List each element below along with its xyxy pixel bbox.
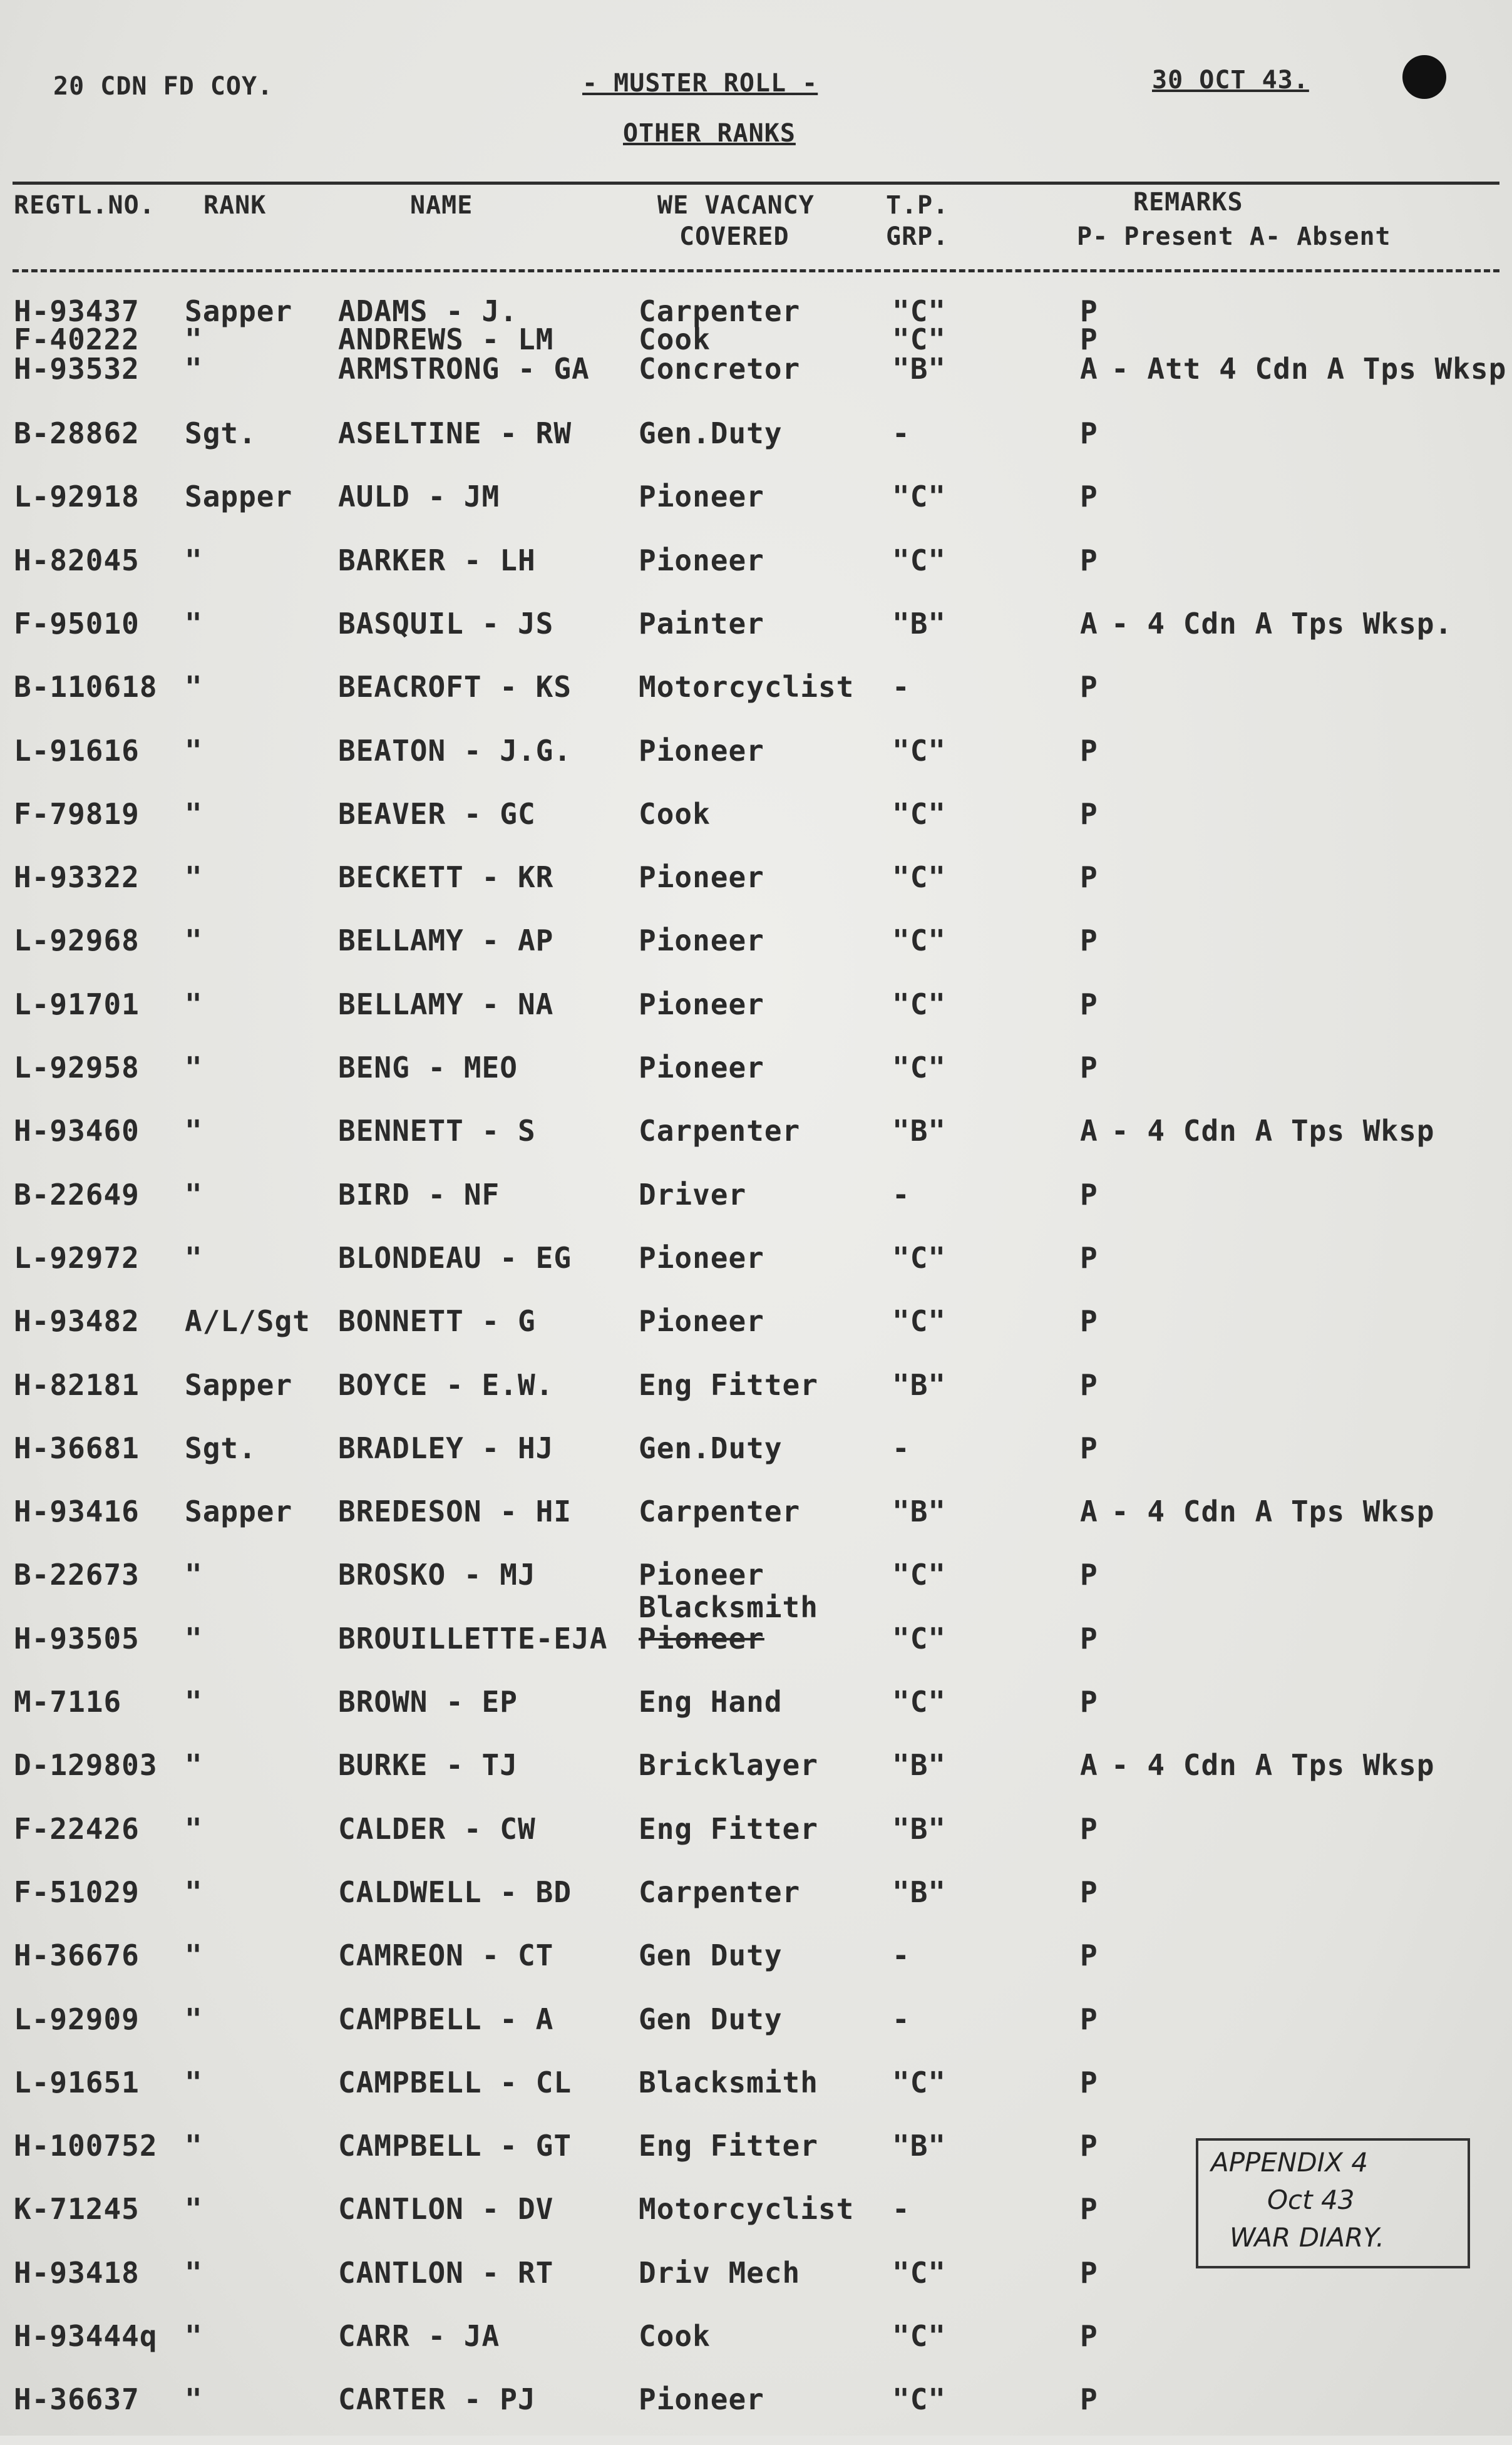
row-we-vacancy: Concretor [639, 352, 801, 386]
table-row [0, 2002, 1512, 2065]
row-tp-grp: - [892, 1431, 910, 1465]
row-rank: " [185, 2065, 203, 2099]
row-we-vacancy: Cook [639, 796, 711, 831]
row-name: BROSKO - MJ [338, 1558, 536, 1592]
row-we-vacancy: Carpenter [639, 1114, 801, 1148]
row-we-vacancy: Pioneer [639, 987, 764, 1021]
row-status: P [1080, 543, 1098, 577]
row-tp-grp: "B" [892, 1811, 947, 1846]
row-status: P [1080, 733, 1098, 768]
row-we-vacancy: Cook [639, 2319, 711, 2353]
row-tp-grp: "C" [892, 924, 947, 958]
row-name: BEATON - J.G. [338, 733, 572, 768]
row-regt-no: B-22649 [14, 1177, 140, 1212]
document-subtitle: OTHER RANKS [623, 119, 796, 148]
row-rank: " [185, 2255, 203, 2290]
row-we-vacancy: Gen Duty [639, 1938, 783, 1973]
row-tp-grp: - [892, 416, 910, 450]
row-remarks: - 4 Cdn A Tps Wksp [1111, 1748, 1435, 1783]
table-row [0, 797, 1512, 860]
row-rank: " [185, 1938, 203, 1973]
row-tp-grp: "C" [892, 1240, 947, 1275]
row-name: BLONDEAU - EG [338, 1240, 572, 1275]
row-status: P [1080, 2319, 1098, 2353]
table-row [0, 1590, 1512, 1684]
row-regt-no: L-92918 [14, 480, 140, 514]
row-name: CALDWELL - BD [338, 1875, 572, 1909]
row-regt-no: H-93416 [14, 1495, 140, 1529]
row-regt-no: H-36681 [14, 1431, 140, 1465]
row-we-vacancy: Pioneer [639, 1621, 764, 1655]
row-rank: " [185, 1811, 203, 1846]
row-we-vacancy: Pioneer [639, 924, 764, 958]
table-row [0, 2382, 1512, 2445]
row-tp-grp: "C" [892, 860, 947, 895]
row-tp-grp: "C" [892, 2255, 947, 2290]
row-tp-grp: "C" [892, 987, 947, 1021]
row-regt-no: L-92968 [14, 924, 140, 958]
row-name: BONNETT - G [338, 1304, 536, 1339]
row-name: CANTLON - RT [338, 2255, 554, 2290]
row-regt-no: D-129803 [14, 1748, 158, 1783]
row-status: P [1080, 860, 1098, 895]
table-row [0, 543, 1512, 606]
row-name: BURKE - TJ [338, 1748, 518, 1783]
row-we-vacancy: Blacksmith [639, 2065, 818, 2099]
row-rank: " [185, 2382, 203, 2417]
row-we-vacancy: Pioneer [639, 1558, 764, 1592]
row-status: P [1080, 796, 1098, 831]
row-rank: " [185, 1875, 203, 1909]
row-we-vacancy: Carpenter [639, 1495, 801, 1529]
row-status: A [1080, 1114, 1098, 1148]
row-we-vacancy: Gen.Duty [639, 416, 783, 450]
row-tp-grp: "C" [892, 1558, 947, 1592]
table-row [0, 480, 1512, 542]
row-rank: " [185, 2002, 203, 2036]
row-tp-grp: "B" [892, 1748, 947, 1783]
row-regt-no: K-71245 [14, 2192, 140, 2226]
row-status: P [1080, 294, 1098, 328]
row-rank: A/L/Sgt [185, 1304, 311, 1339]
row-remarks: - 4 Cdn A Tps Wksp. [1111, 606, 1453, 641]
row-tp-grp: "C" [892, 2382, 947, 2417]
row-regt-no: B-110618 [14, 670, 158, 704]
table-row [0, 607, 1512, 669]
row-regt-no: H-93322 [14, 860, 140, 895]
row-rank: " [185, 2129, 203, 2163]
row-status: A [1080, 1748, 1098, 1783]
row-status: P [1080, 480, 1098, 514]
row-rank: Sgt. [185, 1431, 257, 1465]
stamp-line-3: WAR DIARY. [1230, 2222, 1384, 2253]
row-status: A [1080, 352, 1098, 386]
row-rank: Sapper [185, 480, 293, 514]
row-name: BROWN - EP [338, 1685, 518, 1719]
table-row [0, 1368, 1512, 1431]
row-status: P [1080, 2002, 1098, 2036]
row-name: BRADLEY - HJ [338, 1431, 554, 1465]
table-row [0, 1938, 1512, 2001]
row-we-vacancy: Pioneer [639, 1304, 764, 1339]
row-regt-no: F-79819 [14, 796, 140, 831]
row-tp-grp: "C" [892, 2319, 947, 2353]
row-status: P [1080, 1685, 1098, 1719]
row-status: P [1080, 1240, 1098, 1275]
row-name: ADAMS - J. [338, 294, 518, 328]
row-regt-no: F-95010 [14, 606, 140, 641]
row-tp-grp: "C" [892, 733, 947, 768]
col-we-covered: COVERED [679, 222, 789, 251]
row-name: AULD - JM [338, 480, 500, 514]
row-status: P [1080, 1051, 1098, 1084]
row-regt-no: H-93444q [14, 2319, 158, 2353]
row-regt-no: L-91616 [14, 733, 140, 768]
row-rank: Sapper [185, 1495, 293, 1529]
row-we-vacancy: Driver [639, 1177, 747, 1212]
row-status: P [1080, 1431, 1098, 1465]
row-regt-no: H-93460 [14, 1114, 140, 1148]
row-we-vacancy: Cook [639, 322, 711, 356]
row-tp-grp: - [892, 1177, 910, 1212]
row-rank: " [185, 322, 203, 356]
row-name: BENNETT - S [338, 1114, 536, 1148]
row-name: BIRD - NF [338, 1177, 500, 1212]
row-regt-no: H-93505 [14, 1621, 140, 1655]
stamp-line-2: Oct 43 [1267, 2185, 1355, 2215]
row-status: A [1080, 606, 1098, 641]
row-rank: " [185, 2319, 203, 2353]
row-we-vacancy: Bricklayer [639, 1748, 818, 1783]
row-rank: " [185, 860, 203, 895]
row-rank: " [185, 796, 203, 831]
row-name: BELLAMY - AP [338, 924, 554, 958]
row-we-vacancy-correction: Blacksmith [639, 1590, 818, 1624]
table-row [0, 1114, 1512, 1176]
row-we-vacancy: Carpenter [639, 294, 801, 328]
row-tp-grp: "C" [892, 796, 947, 831]
table-row [0, 352, 1512, 414]
row-we-vacancy: Pioneer [639, 480, 764, 514]
row-name: CAMPBELL - CL [338, 2065, 572, 2099]
row-remarks: - 4 Cdn A Tps Wksp [1111, 1495, 1435, 1529]
row-tp-grp: - [892, 1938, 910, 1973]
row-status: P [1080, 1304, 1098, 1339]
row-status: P [1080, 2382, 1098, 2417]
row-regt-no: L-91701 [14, 987, 140, 1021]
row-rank: " [185, 543, 203, 577]
table-row [0, 1241, 1512, 1304]
row-rank: " [185, 606, 203, 641]
row-status: P [1080, 924, 1098, 958]
table-row [0, 1051, 1512, 1113]
row-tp-grp: "B" [892, 352, 947, 386]
row-name: BENG - MEO [338, 1051, 518, 1084]
row-tp-grp: "C" [892, 1304, 947, 1339]
row-name: CARTER - PJ [338, 2382, 536, 2417]
col-tp: T.P. [886, 191, 949, 220]
row-tp-grp: "C" [892, 480, 947, 514]
col-we-vacancy: WE VACANCY [657, 191, 815, 220]
row-name: BREDESON - HI [338, 1495, 572, 1529]
table-row [0, 1495, 1512, 1557]
table-row [0, 1812, 1512, 1875]
row-name: BARKER - LH [338, 543, 536, 577]
row-regt-no: H-93437 [14, 294, 140, 328]
row-name: CARR - JA [338, 2319, 500, 2353]
col-remarks-key: P- Present A- Absent [1077, 222, 1391, 251]
row-status: P [1080, 1811, 1098, 1846]
header-dashed-rule [13, 269, 1499, 272]
row-status: P [1080, 1621, 1098, 1655]
table-row [0, 1875, 1512, 1938]
row-regt-no: H-82045 [14, 543, 140, 577]
row-tp-grp: "B" [892, 1495, 947, 1529]
row-status: P [1080, 1875, 1098, 1909]
row-status: A [1080, 1495, 1098, 1529]
col-remarks: REMARKS [1133, 188, 1243, 217]
row-regt-no: H-93418 [14, 2255, 140, 2290]
row-we-vacancy: Pioneer [639, 733, 764, 768]
row-regt-no: F-40222 [14, 322, 140, 356]
row-status: P [1080, 1558, 1098, 1592]
row-we-vacancy: Motorcyclist [639, 670, 855, 704]
row-we-vacancy: Pioneer [639, 1240, 764, 1275]
table-row [0, 1304, 1512, 1367]
row-name: CALDER - CW [338, 1811, 536, 1846]
table-row [0, 670, 1512, 733]
row-we-vacancy: Eng Hand [639, 1685, 783, 1719]
row-name: CAMPBELL - A [338, 2002, 554, 2036]
row-rank: " [185, 1621, 203, 1655]
row-name: BASQUIL - JS [338, 606, 554, 641]
unit-name: 20 CDN FD COY. [53, 72, 274, 101]
row-regt-no: M-7116 [14, 1685, 122, 1719]
row-regt-no: H-36637 [14, 2382, 140, 2417]
row-rank: " [185, 987, 203, 1021]
row-we-vacancy: Pioneer [639, 860, 764, 895]
row-we-vacancy: Eng Fitter [639, 1811, 818, 1846]
document-date: 30 OCT 43. [1152, 66, 1309, 95]
table-row [0, 1748, 1512, 1811]
row-rank: " [185, 1114, 203, 1148]
table-row [0, 1685, 1512, 1748]
row-tp-grp: "C" [892, 1051, 947, 1084]
row-status: P [1080, 2192, 1098, 2226]
row-regt-no: F-22426 [14, 1811, 140, 1846]
row-name: BEAVER - GC [338, 796, 536, 831]
row-regt-no: L-92958 [14, 1051, 140, 1084]
col-rank: RANK [203, 191, 267, 220]
row-tp-grp: "C" [892, 1621, 947, 1655]
row-tp-grp: - [892, 670, 910, 704]
row-we-vacancy: Painter [639, 606, 764, 641]
row-name: ANDREWS - LM [338, 322, 554, 356]
row-we-vacancy: Pioneer [639, 2382, 764, 2417]
row-tp-grp: "B" [892, 606, 947, 641]
document-title: - MUSTER ROLL - [582, 69, 818, 98]
table-row [0, 2066, 1512, 2128]
row-regt-no: F-51029 [14, 1875, 140, 1909]
table-row [0, 924, 1512, 986]
punch-hole [1402, 55, 1446, 99]
row-rank: " [185, 1177, 203, 1212]
appendix-stamp [1196, 2138, 1470, 2268]
col-name: NAME [410, 191, 473, 220]
stamp-line-1: APPENDIX 4 [1211, 2147, 1368, 2178]
row-rank: " [185, 2192, 203, 2226]
row-status: P [1080, 987, 1098, 1021]
col-grp: GRP. [886, 222, 949, 251]
row-regt-no: L-92972 [14, 1240, 140, 1275]
col-regt-no: REGTL.NO. [14, 191, 155, 220]
row-name: ARMSTRONG - GA [338, 352, 590, 386]
table-row [0, 1431, 1512, 1494]
row-tp-grp: "C" [892, 543, 947, 577]
row-rank: " [185, 1685, 203, 1719]
row-status: P [1080, 2129, 1098, 2163]
table-row [0, 734, 1512, 796]
row-status: P [1080, 1367, 1098, 1402]
row-status: P [1080, 2255, 1098, 2290]
row-status: P [1080, 670, 1098, 704]
row-name: BEACROFT - KS [338, 670, 572, 704]
row-tp-grp: "C" [892, 294, 947, 328]
row-name: BELLAMY - NA [338, 987, 554, 1021]
row-regt-no: H-93482 [14, 1304, 140, 1339]
row-name: CANTLON - DV [338, 2192, 554, 2226]
row-remarks: - 4 Cdn A Tps Wksp [1111, 1114, 1435, 1148]
row-regt-no: B-28862 [14, 416, 140, 450]
row-status: P [1080, 2065, 1098, 2099]
row-rank: " [185, 352, 203, 386]
row-tp-grp: "B" [892, 1367, 947, 1402]
row-regt-no: H-36676 [14, 1938, 140, 1973]
row-tp-grp: "C" [892, 1685, 947, 1719]
row-regt-no: L-92909 [14, 2002, 140, 2036]
row-regt-no: B-22673 [14, 1558, 140, 1592]
row-regt-no: H-100752 [14, 2129, 158, 2163]
header-top-rule [13, 182, 1499, 185]
row-rank: " [185, 1558, 203, 1592]
row-rank: " [185, 670, 203, 704]
row-regt-no: L-91651 [14, 2065, 140, 2099]
row-we-vacancy: Carpenter [639, 1875, 801, 1909]
row-we-vacancy: Eng Fitter [639, 1367, 818, 1402]
table-row [0, 2319, 1512, 2382]
row-regt-no: H-82181 [14, 1367, 140, 1402]
row-we-vacancy: Gen Duty [639, 2002, 783, 2036]
row-status: P [1080, 1938, 1098, 1973]
table-row [0, 860, 1512, 923]
row-name: CAMREON - CT [338, 1938, 554, 1973]
row-rank: Sapper [185, 1367, 293, 1402]
row-rank: " [185, 924, 203, 958]
row-remarks: - Att 4 Cdn A Tps Wksp [1111, 352, 1507, 386]
row-name: BROUILLETTE-EJA [338, 1621, 608, 1655]
row-regt-no: H-93532 [14, 352, 140, 386]
row-rank: " [185, 1748, 203, 1783]
row-name: BOYCE - E.W. [338, 1367, 554, 1402]
row-status: P [1080, 416, 1098, 450]
table-row [0, 416, 1512, 479]
row-status: P [1080, 1177, 1098, 1212]
row-tp-grp: - [892, 2192, 910, 2226]
row-we-vacancy: Eng Fitter [639, 2129, 818, 2163]
row-rank: Sapper [185, 294, 293, 328]
row-rank: " [185, 733, 203, 768]
row-rank: " [185, 1240, 203, 1275]
row-tp-grp: "C" [892, 322, 947, 356]
row-we-vacancy: Motorcyclist [639, 2192, 855, 2226]
row-name: BECKETT - KR [338, 860, 554, 895]
row-we-vacancy: Pioneer [639, 1051, 764, 1084]
row-rank: Sgt. [185, 416, 257, 450]
table-row [0, 987, 1512, 1050]
row-name: ASELTINE - RW [338, 416, 572, 450]
row-we-vacancy: Driv Mech [639, 2255, 801, 2290]
row-status: P [1080, 322, 1098, 356]
row-we-vacancy: Pioneer [639, 543, 764, 577]
row-tp-grp: "B" [892, 1114, 947, 1148]
row-tp-grp: "B" [892, 1875, 947, 1909]
row-rank: " [185, 1051, 203, 1084]
row-tp-grp: - [892, 2002, 910, 2036]
table-row [0, 1178, 1512, 1240]
row-tp-grp: "C" [892, 2065, 947, 2099]
row-name: CAMPBELL - GT [338, 2129, 572, 2163]
row-tp-grp: "B" [892, 2129, 947, 2163]
row-we-vacancy: Gen.Duty [639, 1431, 783, 1465]
